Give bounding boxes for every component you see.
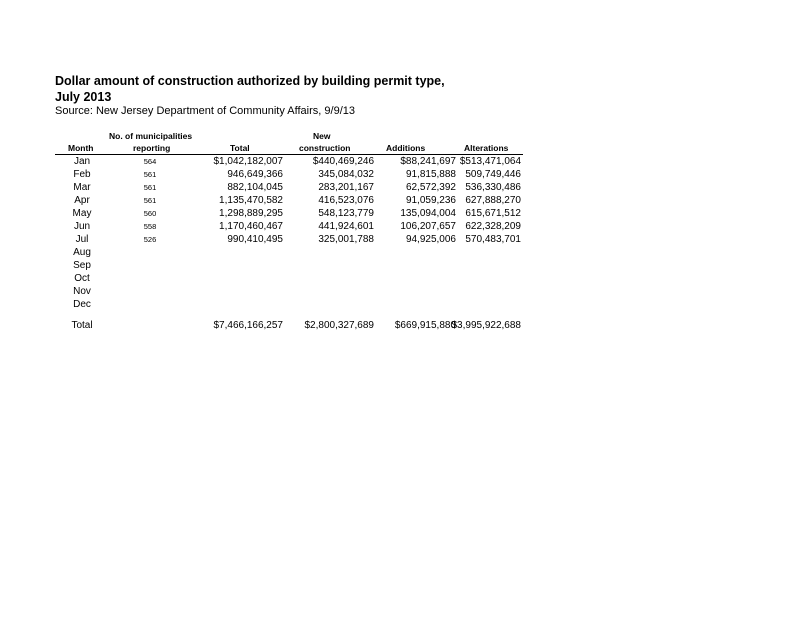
- table-row: [0, 272, 800, 285]
- cell-alterations: $513,471,064: [459, 156, 521, 167]
- cell-new-construction: 283,201,167: [318, 182, 374, 193]
- table-row: [0, 285, 800, 298]
- cell-month: Apr: [74, 195, 90, 206]
- cell-municipalities: 560: [143, 209, 157, 218]
- table-row: [0, 220, 800, 233]
- cell-totals-label: Total: [71, 320, 93, 331]
- cell-municipalities: 561: [143, 170, 157, 179]
- cell-new-construction: 416,523,076: [318, 195, 374, 206]
- cell-total: 946,649,366: [227, 169, 283, 180]
- cell-month: Aug: [73, 247, 91, 258]
- header-new-line2: construction: [299, 143, 351, 153]
- cell-month: Jan: [73, 156, 91, 167]
- cell-municipalities: 564: [143, 157, 157, 166]
- table-row: [0, 168, 800, 181]
- report-source: Source: New Jersey Department of Community Affairs, 9/9/13: [55, 105, 355, 117]
- table-row: [0, 233, 800, 246]
- cell-totals-new-construction: $2,800,327,689: [304, 320, 374, 331]
- cell-additions: 135,094,004: [400, 208, 456, 219]
- cell-municipalities: 561: [143, 183, 157, 192]
- cell-new-construction: 345,084,032: [318, 169, 374, 180]
- header-month: Month: [68, 143, 94, 153]
- cell-totals-alterations: $3,995,922,688: [451, 320, 521, 331]
- cell-month: Nov: [73, 286, 91, 297]
- cell-municipalities: 558: [143, 222, 157, 231]
- cell-total: 1,135,470,582: [219, 195, 283, 206]
- cell-additions: $88,241,697: [400, 156, 456, 167]
- cell-total: 1,170,460,467: [219, 221, 283, 232]
- cell-totals-total: $7,466,166,257: [213, 320, 283, 331]
- cell-month: Sep: [73, 260, 91, 271]
- cell-total: $1,042,182,007: [213, 156, 283, 167]
- cell-additions: 106,207,657: [400, 221, 456, 232]
- cell-alterations: 570,483,701: [465, 234, 521, 245]
- cell-totals-additions: $669,915,880: [394, 320, 456, 331]
- cell-municipalities: 561: [143, 196, 157, 205]
- cell-alterations: 536,330,486: [465, 182, 521, 193]
- cell-new-construction: $440,469,246: [312, 156, 374, 167]
- header-alterations: Alterations: [464, 143, 509, 153]
- header-municipalities-line2: reporting: [133, 143, 171, 153]
- cell-alterations: 622,328,209: [465, 221, 521, 232]
- header-municipalities-line1: No. of municipalities: [109, 131, 193, 141]
- report-title-line1: Dollar amount of construction authorized by building permit type,: [55, 74, 445, 88]
- header-total: Total: [230, 143, 250, 153]
- cell-month: Jul: [75, 234, 89, 245]
- table-row: [0, 194, 800, 207]
- cell-additions: 94,925,006: [405, 234, 456, 245]
- cell-month: Dec: [73, 299, 91, 310]
- cell-alterations: 615,671,512: [465, 208, 521, 219]
- cell-alterations: 627,888,270: [465, 195, 521, 206]
- table-row: [0, 207, 800, 220]
- table-row: [0, 259, 800, 272]
- cell-month: May: [72, 208, 92, 219]
- cell-month: Jun: [73, 221, 91, 232]
- cell-municipalities: 526: [143, 235, 157, 244]
- table-row: [0, 298, 800, 311]
- cell-total: 882,104,045: [227, 182, 283, 193]
- report-title-line2: July 2013: [55, 90, 112, 104]
- cell-alterations: 509,749,446: [465, 169, 521, 180]
- cell-total: 1,298,889,295: [219, 208, 283, 219]
- header-additions: Additions: [386, 143, 426, 153]
- cell-new-construction: 441,924,601: [318, 221, 374, 232]
- table-row: [0, 181, 800, 194]
- cell-month: Oct: [74, 273, 90, 284]
- table-totals-row: [0, 319, 800, 332]
- cell-additions: 62,572,392: [405, 182, 456, 193]
- cell-total: 990,410,495: [227, 234, 283, 245]
- cell-month: Feb: [73, 169, 91, 180]
- table-row: [0, 246, 800, 259]
- cell-new-construction: 548,123,779: [318, 208, 374, 219]
- header-new-line1: New: [313, 131, 331, 141]
- cell-month: Mar: [73, 182, 91, 193]
- cell-additions: 91,815,888: [405, 169, 456, 180]
- cell-new-construction: 325,001,788: [318, 234, 374, 245]
- cell-additions: 91,059,236: [405, 195, 456, 206]
- table-row: [0, 155, 800, 168]
